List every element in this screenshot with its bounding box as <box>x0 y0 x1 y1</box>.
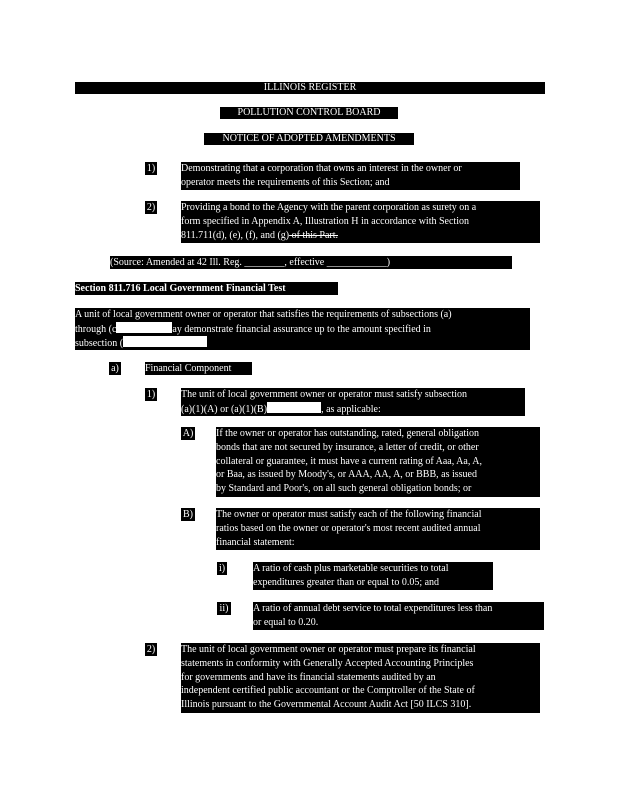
item2-struck-text: of this Part. <box>289 229 338 241</box>
intro-line: A unit of local government owner or operator that satisfies the requirements of subsections (a) <box>75 309 452 320</box>
subsection-a2-number: 2) <box>146 644 156 655</box>
a2-line: statements in conformity with Generally Accepted Accounting Principles <box>181 657 474 669</box>
a2-line: for governments and have its financial statements audited by an <box>181 671 436 683</box>
notice-title <box>204 133 414 145</box>
B-line: financial statement: <box>216 536 295 548</box>
register-banner <box>75 82 545 94</box>
subsection-ii-number: ii) <box>217 602 231 615</box>
subsection-a1-text <box>181 388 525 416</box>
subsection-i-number: i) <box>218 563 226 574</box>
subsection-A-number: A) <box>182 428 194 439</box>
source-line <box>110 256 512 269</box>
item1-line: operator meets the requirements of this Section; and <box>181 176 390 188</box>
subsection-ii-text <box>253 602 544 630</box>
a2-line: Illinois pursuant to the Governmental Account Audit Act [50 ILCS 310]. <box>181 699 472 711</box>
item2-text <box>181 201 540 243</box>
i-line: A ratio of cash plus marketable securities to total <box>253 563 449 574</box>
a1-line: The unit of local government owner or operator must satisfy subsection <box>181 389 468 400</box>
subsection-A-text <box>216 427 540 497</box>
intro-line-3 <box>75 336 530 350</box>
subsection-i-text <box>253 562 493 590</box>
item2-line: Providing a bond to the Agency with the parent corporation as surety on a <box>181 202 477 213</box>
A-line: bonds that are not secured by insurance, a letter of credit, or other <box>216 441 479 453</box>
board-title <box>220 107 398 119</box>
section-heading <box>75 282 338 295</box>
subsection-a2-text <box>181 643 540 713</box>
register-title: ILLINOIS REGISTER <box>263 82 357 93</box>
section-heading-text: Section 811.716 Local Government Financial Test <box>75 283 286 294</box>
item1-number: 1) <box>146 163 156 174</box>
section-intro <box>75 308 530 350</box>
a2-line: independent certified public accountant or the Comptroller of the State of <box>181 685 475 697</box>
ii-line: or equal to 0.20. <box>253 616 319 628</box>
redaction-gap <box>123 336 207 347</box>
B-line: The owner or operator must satisfy each of the following financial <box>216 509 482 520</box>
B-line: ratios based on the owner or operator's most recent audited annual <box>216 522 481 534</box>
redaction-gap <box>116 322 172 333</box>
redaction-gap <box>267 402 321 413</box>
subsection-a1-number: 1) <box>146 389 156 400</box>
A-line: If the owner or operator has outstanding, rated, general obligation <box>216 428 479 439</box>
subsection-a-title-text: Financial Component <box>145 363 232 374</box>
subsection-a-title <box>145 362 252 375</box>
ii-line: A ratio of annual debt service to total expenditures less than <box>253 603 493 614</box>
subsection-B-number: B) <box>183 509 193 520</box>
A-line: or Baa, as issued by Moody's, or AAA, AA, A, or BBB, as issued <box>216 469 477 481</box>
intro-line-part: through (c <box>75 323 117 335</box>
item2-line-3 <box>181 229 540 243</box>
subsection-B-text <box>216 508 540 550</box>
a2-line: The unit of local government owner or operator must prepare its financial <box>181 644 476 655</box>
A-line: collateral or guarantee, it must have a current rating of Aaa, Aa, A, <box>216 455 483 467</box>
notice-title-text: NOTICE OF ADOPTED AMENDMENTS <box>222 133 396 144</box>
intro-line-part: subsection ( <box>75 337 124 349</box>
item2-line: form specified in Appendix A, Illustration H in accordance with Section <box>181 215 469 227</box>
board-title-text: POLLUTION CONTROL BOARD <box>237 107 381 118</box>
item1-line: Demonstrating that a corporation that owns an interest in the owner or <box>181 163 462 174</box>
item2-line: 811.711(d), (e), (f), and (g) <box>181 229 290 241</box>
item1-text <box>181 162 520 190</box>
a1-line-part: (a)(1)(A) or (a)(1)(B) <box>181 403 268 415</box>
i-line: expenditures greater than or equal to 0.05; and <box>253 576 440 588</box>
intro-line-2 <box>75 322 530 336</box>
source-line-text: (Source: Amended at 42 Ill. Reg. ________, effective ____________) <box>110 257 391 268</box>
intro-line-part: ay demonstrate financial assurance up to the amount specified in <box>172 323 431 335</box>
A-line: by Standard and Poor's, on all such general obligation bonds; or <box>216 483 472 495</box>
a1-line-part: , as applicable: <box>321 403 381 415</box>
item2-number: 2) <box>146 202 156 213</box>
subsection-a-number: a) <box>109 362 121 375</box>
a1-line-2 <box>181 402 525 416</box>
